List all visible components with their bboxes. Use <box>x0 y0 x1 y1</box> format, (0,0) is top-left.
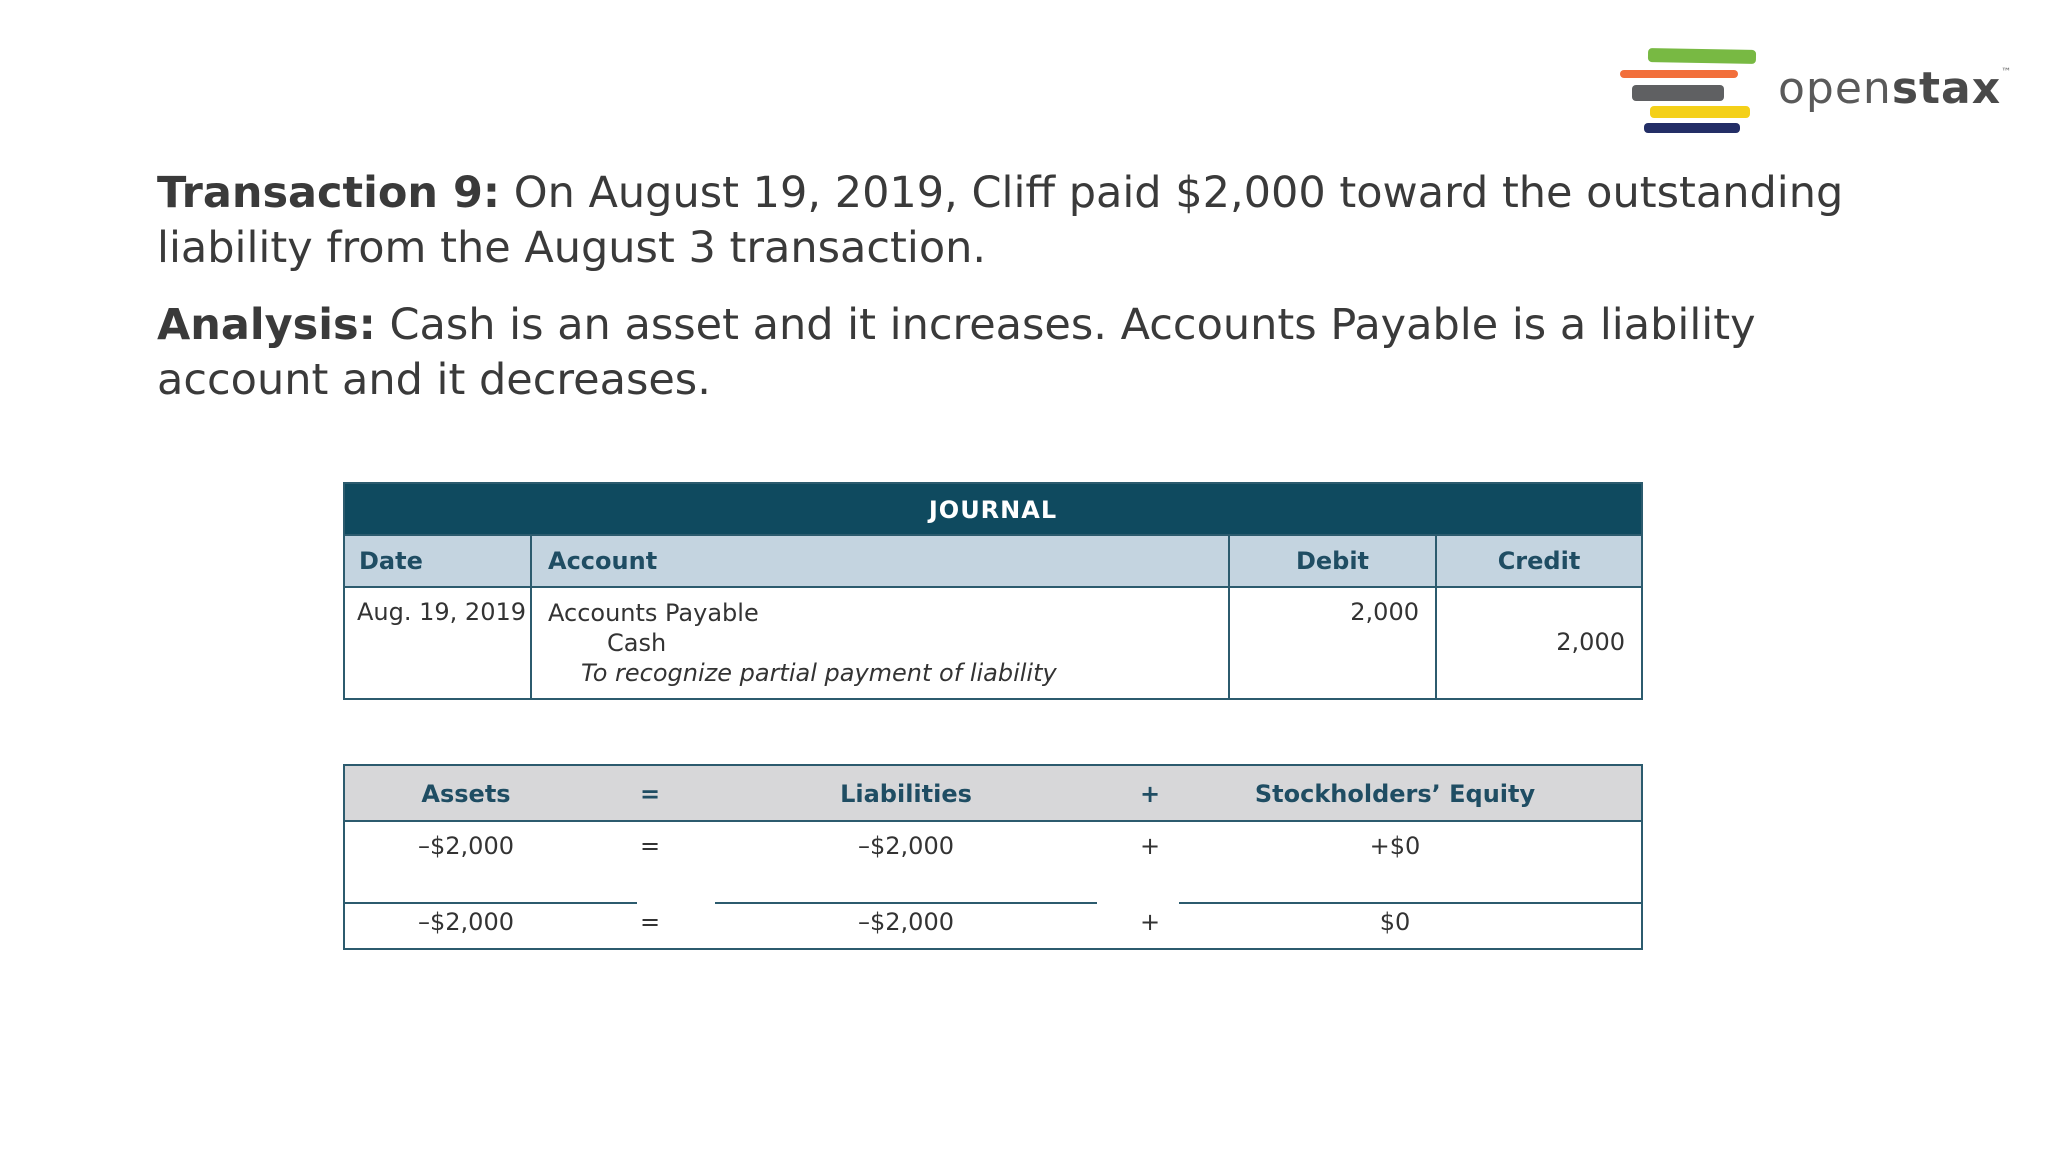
analysis-paragraph <box>157 298 1937 408</box>
liabilities-header: Liabilities <box>840 780 972 808</box>
equity-header: Stockholders’ Equity <box>1254 780 1536 808</box>
openstax-wordmark: openstax™ <box>1778 63 2013 114</box>
assets-header: Assets <box>421 780 511 808</box>
liabilities-underline <box>715 902 1097 904</box>
equals-sign: = <box>639 832 661 860</box>
analysis-label: Analysis: <box>157 300 376 350</box>
transaction-paragraph <box>157 166 1937 276</box>
entry-credit: 2,000 <box>1556 628 1625 656</box>
plus-sign: + <box>1139 832 1161 860</box>
accounting-equation-table <box>343 764 1643 950</box>
date-header: Date <box>345 536 532 586</box>
journal-header-row <box>345 534 1641 588</box>
equity-change: +$0 <box>1369 832 1421 860</box>
analysis-text: Cash is an asset and it increases. Accounts Payable is a liability account and it decreases. <box>157 300 1756 405</box>
transaction-label: Transaction 9: <box>157 168 501 218</box>
equity-total: $0 <box>1379 908 1411 936</box>
openstax-logo <box>1620 45 2013 135</box>
entry-memo: To recognize partial payment of liability <box>581 659 1057 687</box>
credit-account: Cash <box>607 629 667 657</box>
journal-entry-row <box>345 588 1641 698</box>
equity-underline <box>1179 902 1641 904</box>
liabilities-change: –$2,000 <box>858 832 954 860</box>
book-stack-icon <box>1620 45 1760 135</box>
liabilities-total: –$2,000 <box>858 908 954 936</box>
assets-change: –$2,000 <box>418 832 514 860</box>
assets-total: –$2,000 <box>418 908 514 936</box>
account-header: Account <box>532 536 1230 586</box>
journal-title: JOURNAL <box>345 484 1641 534</box>
plus-sign: + <box>1139 908 1161 936</box>
credit-header: Credit <box>1497 547 1581 575</box>
entry-date: Aug. 19, 2019 <box>345 588 532 698</box>
debit-header: Debit <box>1230 536 1437 586</box>
equation-header-row <box>345 766 1641 822</box>
equals-sign: = <box>639 908 661 936</box>
assets-underline <box>345 902 637 904</box>
entry-accounts <box>532 588 1230 698</box>
journal-table <box>343 482 1643 700</box>
plus-sign: + <box>1139 780 1161 808</box>
entry-debit: 2,000 <box>1230 588 1437 698</box>
transaction-text: On August 19, 2019, Cliff paid $2,000 toward the outstanding liability from the August 3 transaction. <box>157 168 1844 273</box>
debit-account: Accounts Payable <box>548 599 759 627</box>
equals-sign: = <box>639 780 661 808</box>
